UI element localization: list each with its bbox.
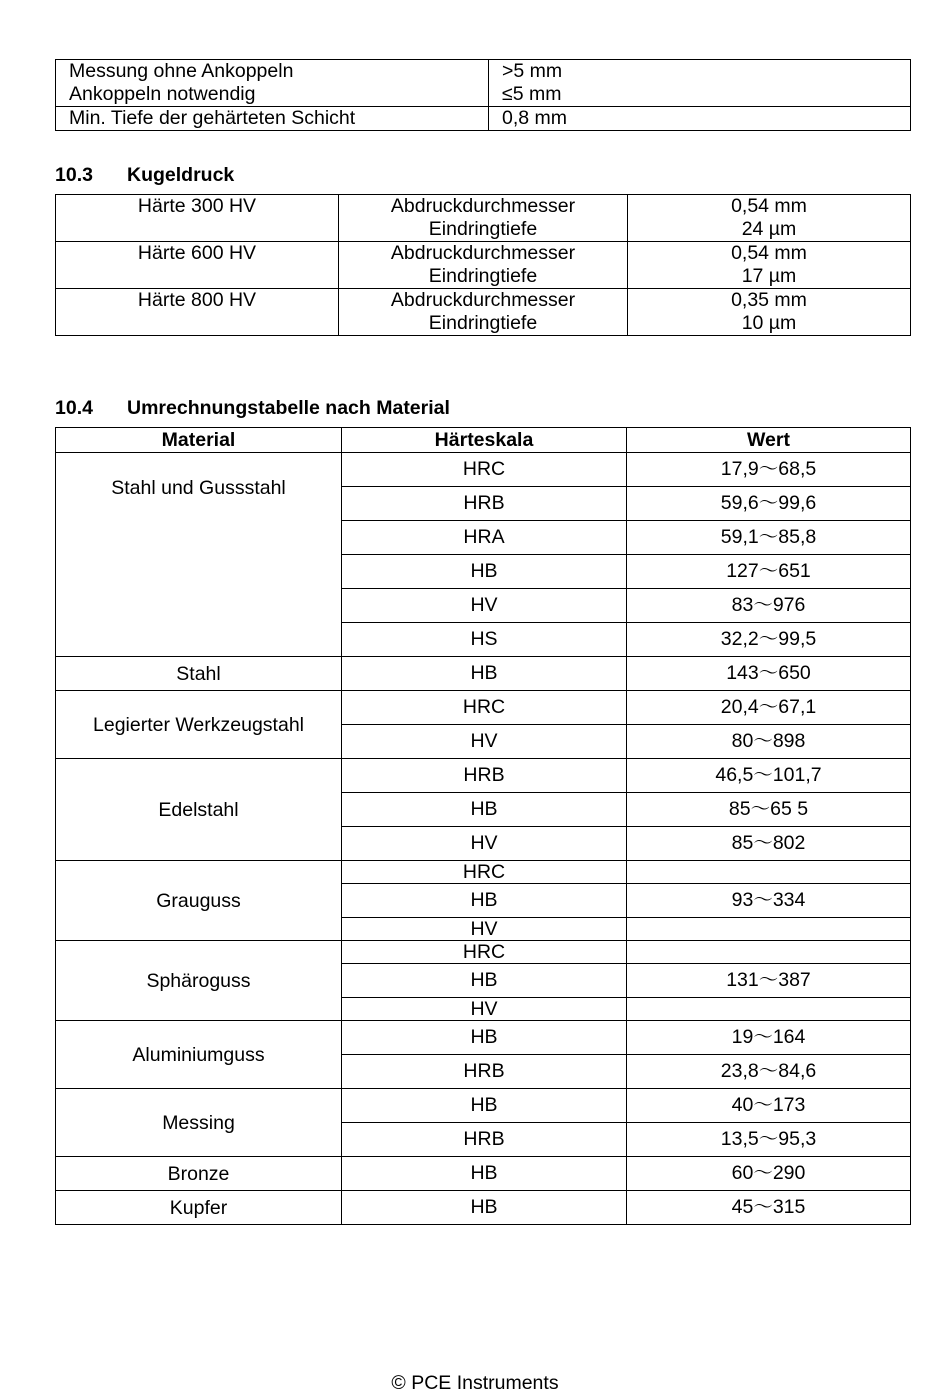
cell-text: Min. Tiefe der gehärteten Schicht [69,107,356,129]
value-cell: 83～976 [627,589,911,623]
hardness-cell [56,242,339,289]
scale-cell: HV [342,918,627,941]
column-header-value: Wert [627,428,911,453]
material-cell: Bronze [56,1157,342,1191]
value-cell: 59,6～99,6 [627,487,911,521]
table-row [56,195,911,242]
scale-cell: HB [342,1089,627,1123]
cell-text: 0,8 mm [502,107,568,129]
scale-cell: HV [342,998,627,1021]
table-row [56,759,911,793]
material-cell: Stahl und Gussstahl [56,453,342,657]
cell-text: Messung ohne Ankoppeln [69,60,294,82]
table-row [56,861,911,884]
scale-cell: HRB [342,1123,627,1157]
scale-cell: HB [342,555,627,589]
scale-cell: HRC [342,941,627,964]
cell-text: Ankoppeln notwendig [69,83,256,105]
material-cell: Edelstahl [56,759,342,861]
value-cell: 59,1～85,8 [627,521,911,555]
cell-text: Eindringtiefe [428,218,538,240]
cell-text: 24 µm [741,218,797,240]
table-row [56,691,911,725]
value-cell [627,861,911,884]
table-row [56,1157,911,1191]
table-row [56,1089,911,1123]
value-cell: 19～164 [627,1021,911,1055]
table-row [56,1021,911,1055]
footer-copyright: © PCE Instruments [391,1372,559,1394]
value-cell: 80～898 [627,725,911,759]
table-row [56,60,911,107]
section-heading-10-4 [55,396,450,420]
scale-cell: HV [342,827,627,861]
cell-text: 0,54 mm [731,242,807,264]
scale-cell: HB [342,1021,627,1055]
measure-value-cell [628,195,911,242]
value-cell: 143～650 [627,657,911,691]
scale-cell: HRC [342,861,627,884]
scale-cell: HRC [342,691,627,725]
scale-cell: HB [342,657,627,691]
scale-cell: HB [342,1191,627,1225]
section-heading-10-3 [55,163,234,187]
section-number: 10.3 [55,164,93,186]
table-header-row [56,428,911,453]
value-cell: 85～65 5 [627,793,911,827]
scale-cell: HRB [342,487,627,521]
cell-text: 0,35 mm [731,289,807,311]
material-cell: Aluminiumguss [56,1021,342,1089]
cell-text: Abdruckdurchmesser [390,242,576,264]
value-cell: 60～290 [627,1157,911,1191]
value-cell: 23,8～84,6 [627,1055,911,1089]
scale-cell: HV [342,725,627,759]
table-cell [56,60,489,107]
measure-value-cell [628,289,911,336]
table-cell [489,107,911,131]
cell-text: 17 µm [741,265,797,287]
value-cell: 127～651 [627,555,911,589]
material-cell: Kupfer [56,1191,342,1225]
cell-text: 10 µm [741,312,797,334]
measure-value-cell [628,242,911,289]
scale-cell: HB [342,793,627,827]
table-row [56,453,911,487]
cell-text: Eindringtiefe [428,265,538,287]
scale-cell: HRB [342,759,627,793]
section-number: 10.4 [55,397,93,419]
scale-cell: HRC [342,453,627,487]
scale-cell: HRA [342,521,627,555]
cell-text: Härte 600 HV [137,242,257,264]
cell-text: Abdruckdurchmesser [390,195,576,217]
column-header-scale: Härteskala [342,428,627,453]
cell-text: Abdruckdurchmesser [390,289,576,311]
measure-label-cell [339,289,628,336]
cell-text: ≤5 mm [502,83,562,105]
scale-cell: HS [342,623,627,657]
cell-text: Härte 800 HV [137,289,257,311]
measure-label-cell [339,195,628,242]
conversion-table [55,427,911,1225]
hardness-cell [56,195,339,242]
value-cell: 46,5～101,7 [627,759,911,793]
cell-text: >5 mm [502,60,563,82]
value-cell: 131～387 [627,964,911,998]
table-row [56,1191,911,1225]
measurement-table [55,59,911,131]
value-cell: 85～802 [627,827,911,861]
scale-cell: HB [342,884,627,918]
value-cell [627,941,911,964]
material-cell: Messing [56,1089,342,1157]
material-cell: Legierter Werkzeugstahl [56,691,342,759]
value-cell: 20,4～67,1 [627,691,911,725]
material-cell: Sphäroguss [56,941,342,1021]
value-cell: 45～315 [627,1191,911,1225]
cell-text: Eindringtiefe [428,312,538,334]
scale-cell: HB [342,1157,627,1191]
section-title: Kugeldruck [127,164,235,186]
measure-label-cell [339,242,628,289]
table-row [56,941,911,964]
value-cell: 40～173 [627,1089,911,1123]
table-cell [489,60,911,107]
table-cell [56,107,489,131]
value-cell: 17,9～68,5 [627,453,911,487]
scale-cell: HRB [342,1055,627,1089]
table-row [56,289,911,336]
material-cell: Grauguss [56,861,342,941]
scale-cell: HV [342,589,627,623]
table-row [56,657,911,691]
hardness-cell [56,289,339,336]
value-cell [627,998,911,1021]
scale-cell: HB [342,964,627,998]
cell-text: Härte 300 HV [137,195,257,217]
value-cell: 32,2～99,5 [627,623,911,657]
value-cell: 13,5～95,3 [627,1123,911,1157]
value-cell [627,918,911,941]
column-header-material: Material [56,428,342,453]
table-row [56,242,911,289]
cell-text: 0,54 mm [731,195,807,217]
section-title: Umrechnungstabelle nach Material [127,397,450,419]
table-row [56,107,911,131]
material-cell: Stahl [56,657,342,691]
value-cell: 93～334 [627,884,911,918]
kugeldruck-table [55,194,911,336]
